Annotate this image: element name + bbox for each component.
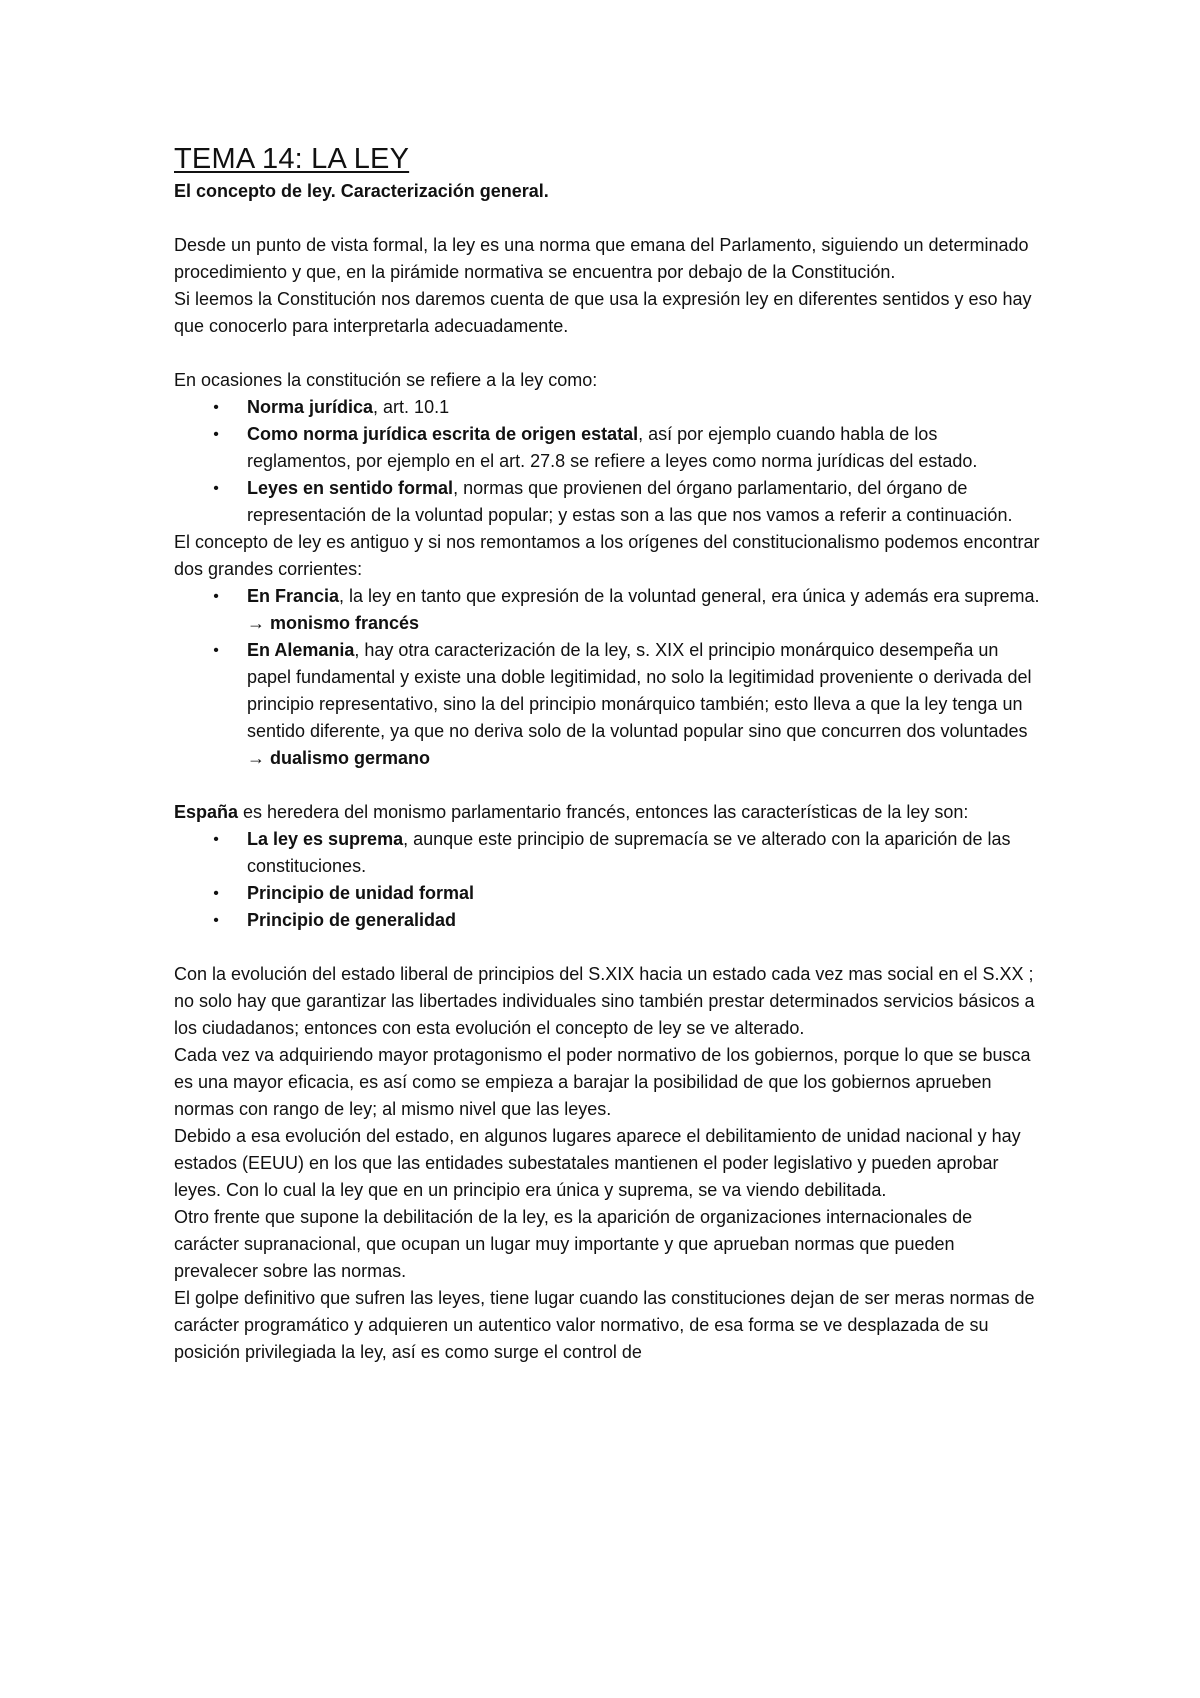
- paragraph: Si leemos la Constitución nos daremos cuenta de que usa la expresión ley en diferentes sentidos y eso hay que conocerlo para interpretarla adecuadamente.: [174, 289, 1032, 336]
- paragraph: El golpe definitivo que sufren las leyes, tiene lugar cuando las constituciones dejan de ser meras normas de carácter programático y adquieren un autentico valor normativo, de esa forma se ve desplazada de su posición privilegiada la ley, así es como surge el control de: [174, 1288, 1035, 1362]
- bullet-icon: •: [213, 831, 219, 848]
- list-item: [174, 907, 1040, 934]
- bullet-icon: •: [213, 642, 219, 659]
- list-item-bold: Leyes en sentido formal: [247, 478, 454, 498]
- paragraph: El concepto de ley es antiguo y si nos remontamos a los orígenes del constitucionalismo podemos encontrar dos grandes corrientes:: [174, 532, 1040, 579]
- paragraph: Debido a esa evolución del estado, en algunos lugares aparece el debilitamiento de unidad nacional y hay estados (EEUU) en los que las entidades subestatales mantienen el poder legislativo y pueden aprobar leyes. Con lo cual la ley que en un principio era única y suprema, se va viendo debilitada.: [174, 1126, 1021, 1200]
- paragraph: [174, 799, 1040, 826]
- bullet-list: [174, 826, 1040, 934]
- arrow-right-icon: →: [247, 748, 265, 768]
- list-item-text: , normas que provienen del órgano parlamentario, del órgano de representación de la voluntad popular; y estas son a las que nos vamos a referir a continuación.: [247, 478, 1013, 525]
- list-item-bold: La ley es suprema: [247, 829, 404, 849]
- paragraph: Otro frente que supone la debilitación de la ley, es la aparición de organizaciones internacionales de carácter supranacional, que ocupan un lugar muy importante y que aprueban normas que pueden prevalecer sobre las normas.: [174, 1207, 973, 1281]
- list-item: [174, 826, 1040, 880]
- paragraph: Desde un punto de vista formal, la ley es una norma que emana del Parlamento, siguiendo un determinado procedimiento y que, en la pirámide normativa se encuentra por debajo de la Constitución.: [174, 235, 1029, 282]
- document-title: TEMA 14: LA LEY: [174, 143, 410, 175]
- list-item-bold: Como norma jurídica escrita de origen estatal: [247, 424, 639, 444]
- paragraph: Con la evolución del estado liberal de principios del S.XIX hacia un estado cada vez mas social en el S.XX ; no solo hay que garantizar las libertades individuales sino también prestar determinados servicios básicos a los ciudadanos; entonces con esta evolución el concepto de ley se ve alterado.: [174, 964, 1035, 1038]
- bullet-list: [174, 394, 1040, 529]
- list-item-bold: En Alemania: [247, 640, 355, 660]
- bullet-list: [174, 583, 1040, 772]
- list-item-bold: En Francia: [247, 586, 340, 606]
- bullet-icon: •: [213, 399, 219, 416]
- arrow-right-icon: →: [247, 613, 265, 633]
- paragraph: En ocasiones la constitución se refiere a la ley como:: [174, 370, 598, 390]
- list-item-text: , art. 10.1: [373, 397, 450, 417]
- paragraph: Cada vez va adquiriendo mayor protagonismo el poder normativo de los gobiernos, porque lo que se busca es una mayor eficacia, es así como se empieza a barajar la posibilidad de que los gobiernos aprueben normas con rango de ley; al mismo nivel que las leyes.: [174, 1045, 1031, 1119]
- list-item-text: , la ley en tanto que expresión de la voluntad general, era única y además era suprema.: [339, 586, 1040, 606]
- list-item-bold: Principio de generalidad: [247, 910, 457, 930]
- bullet-icon: •: [213, 588, 219, 605]
- bullet-icon: •: [213, 912, 219, 929]
- list-item-bold: Principio de unidad formal: [247, 883, 475, 903]
- list-item: [174, 394, 1040, 421]
- list-item-text: , hay otra caracterización de la ley, s. XIX el principio monárquico desempeña un papel fundamental y existe una doble legitimidad, no solo la legitimidad proveniente o derivada del principio representativo, sino la del principio monárquico también; esto lleva a que la ley tenga un sentido diferente, ya que no deriva solo de la voluntad popular sino que concurren dos voluntades: [247, 640, 1032, 741]
- list-item-bold: Norma jurídica: [247, 397, 374, 417]
- list-item: [174, 637, 1040, 772]
- bullet-icon: •: [213, 426, 219, 443]
- list-item-bold: monismo francés: [265, 613, 420, 633]
- list-item: [174, 421, 1040, 475]
- list-item-text: , aunque este principio de supremacía se ve alterado con la aparición de las constituciones.: [247, 829, 1011, 876]
- list-item: [174, 583, 1040, 637]
- bullet-icon: •: [213, 480, 219, 497]
- paragraph-bold: España: [174, 802, 239, 822]
- list-item: [174, 880, 1040, 907]
- section-heading: El concepto de ley. Caracterización general.: [174, 181, 549, 201]
- list-item-bold: dualismo germano: [265, 748, 431, 768]
- list-item: [174, 475, 1040, 529]
- bullet-icon: •: [213, 885, 219, 902]
- list-item-text: , así por ejemplo cuando habla de los reglamentos, por ejemplo en el art. 27.8 se refiere a leyes como norma jurídicas del estado.: [247, 424, 978, 471]
- paragraph-text: es heredera del monismo parlamentario francés, entonces las características de la ley son:: [238, 802, 969, 822]
